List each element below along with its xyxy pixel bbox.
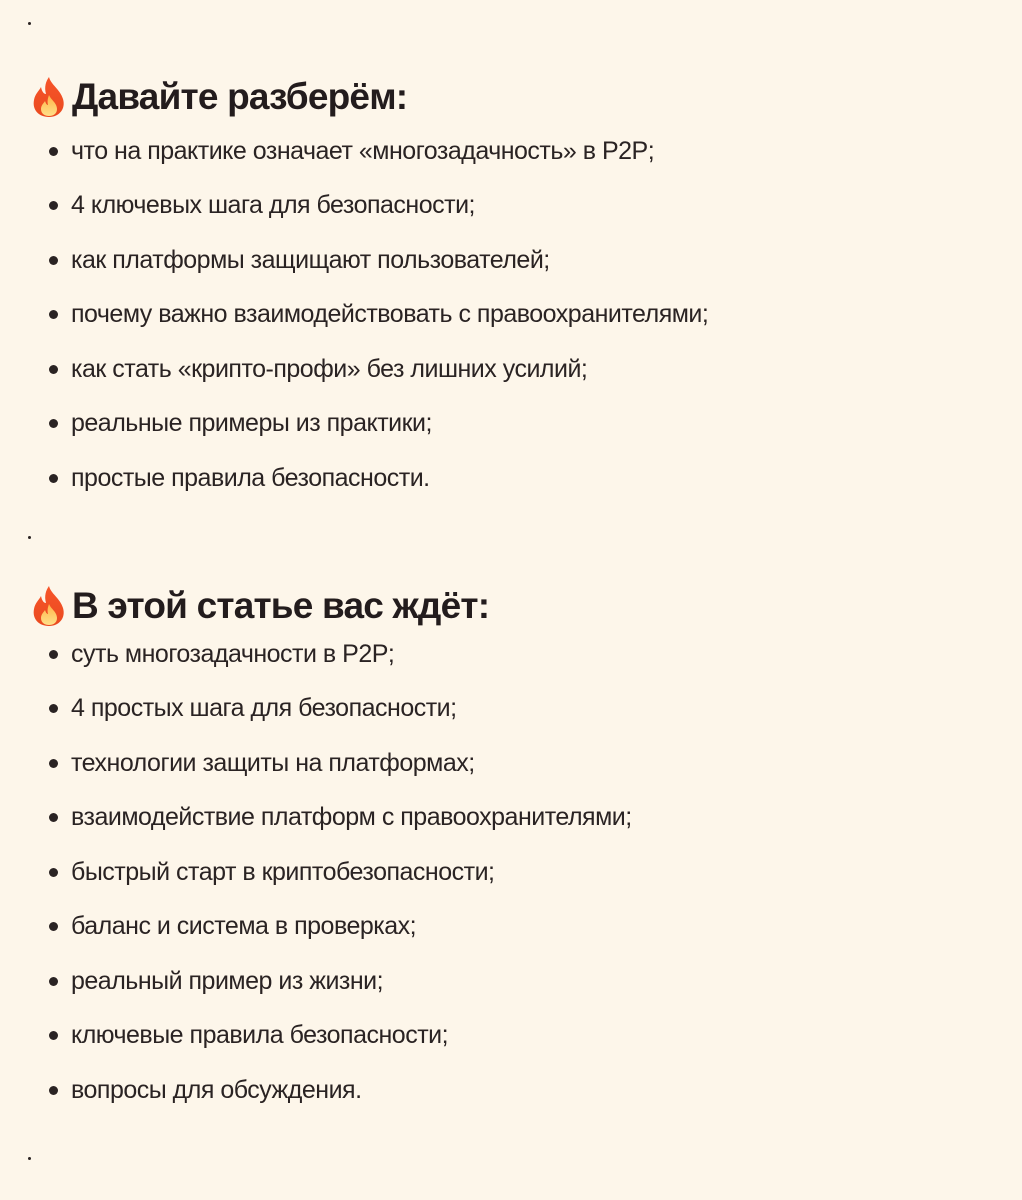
bullet-icon	[49, 474, 58, 483]
list-item-text: что на практике означает «многозадачность» в P2P;	[71, 136, 655, 165]
bullet-icon	[49, 365, 58, 374]
list-item	[30, 233, 708, 288]
fire-icon	[30, 75, 68, 119]
list-item-text: реальный пример из жизни;	[71, 966, 384, 995]
list-item	[30, 627, 632, 682]
bullet-icon	[49, 201, 58, 210]
list-item-text: суть многозадачности в P2P;	[71, 639, 395, 668]
list-item-text: технологии защиты на платформах;	[71, 748, 475, 777]
list-item	[30, 1063, 632, 1118]
list-item	[30, 682, 632, 737]
list-item-text: как стать «крипто-профи» без лишних усилий;	[71, 354, 588, 383]
list-item-text: баланс и система в проверках;	[71, 912, 417, 941]
list-item-text: реальные примеры из практики;	[71, 409, 432, 438]
list-item	[30, 397, 708, 452]
list-item-text: как платформы защищают пользователей;	[71, 245, 550, 274]
bullet-icon	[49, 868, 58, 877]
list-item-text: простые правила безопасности.	[71, 463, 430, 492]
section-lets-discuss	[30, 72, 708, 506]
section-article-contents	[30, 581, 632, 1118]
section-heading-text: В этой статье вас ждёт:	[72, 585, 490, 626]
list-item	[30, 451, 708, 506]
topic-list	[30, 124, 708, 506]
bullet-icon	[49, 419, 58, 428]
section-heading	[30, 72, 708, 122]
fire-icon	[30, 584, 68, 628]
list-item	[30, 954, 632, 1009]
bullet-icon	[49, 650, 58, 659]
list-item	[30, 736, 632, 791]
bullet-icon	[49, 256, 58, 265]
separator-dot	[28, 1157, 31, 1160]
list-item-text: почему важно взаимодействовать с правоохранителями;	[71, 300, 709, 329]
list-item	[30, 342, 708, 397]
bullet-icon	[49, 977, 58, 986]
list-item	[30, 179, 708, 234]
list-item	[30, 288, 708, 343]
separator-dot	[28, 536, 31, 539]
bullet-icon	[49, 922, 58, 931]
list-item	[30, 1009, 632, 1064]
bullet-icon	[49, 310, 58, 319]
list-item-text: взаимодействие платформ с правоохранителями;	[71, 803, 632, 832]
list-item-text: 4 ключевых шага для безопасности;	[71, 191, 476, 220]
bullet-icon	[49, 1031, 58, 1040]
bullet-icon	[49, 704, 58, 713]
topic-list	[30, 627, 632, 1118]
list-item-text: 4 простых шага для безопасности;	[71, 694, 457, 723]
list-item	[30, 845, 632, 900]
list-item	[30, 124, 708, 179]
list-item-text: вопросы для обсуждения.	[71, 1075, 362, 1104]
list-item-text: ключевые правила безопасности;	[71, 1021, 449, 1050]
bullet-icon	[49, 813, 58, 822]
section-heading	[30, 581, 632, 631]
separator-dot	[28, 22, 31, 25]
list-item	[30, 791, 632, 846]
bullet-icon	[49, 147, 58, 156]
section-heading-text: Давайте разберём:	[72, 76, 408, 117]
list-item-text: быстрый старт в криптобезопасности;	[71, 857, 495, 886]
list-item	[30, 900, 632, 955]
bullet-icon	[49, 759, 58, 768]
bullet-icon	[49, 1086, 58, 1095]
